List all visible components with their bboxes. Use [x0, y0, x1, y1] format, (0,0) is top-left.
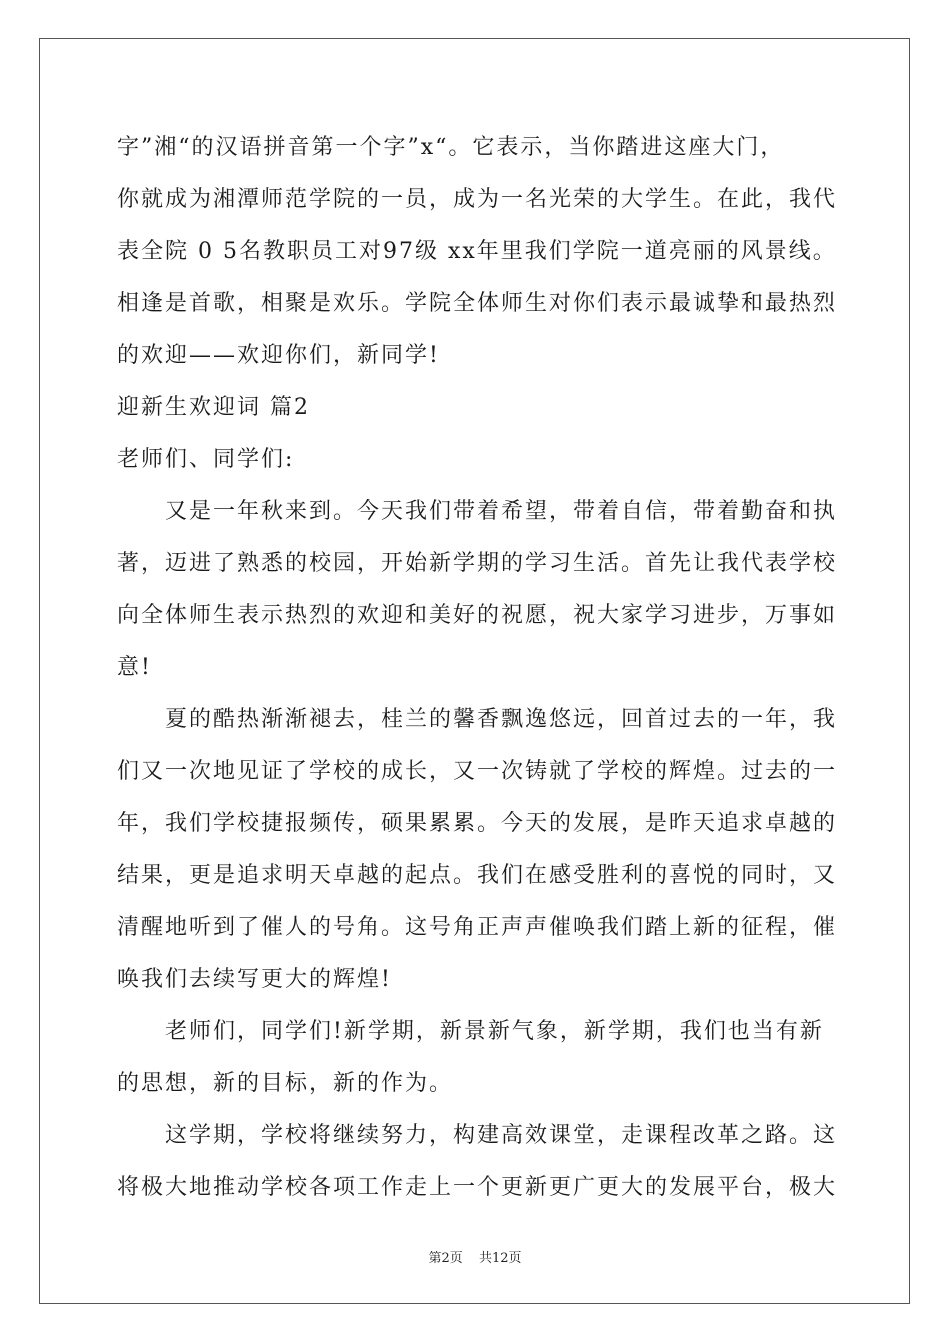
- text-line: 将极大地推动学校各项工作走上一个更新更广更大的发展平台，极大: [117, 1175, 838, 1200]
- text-line: 相逢是首歌，相聚是欢乐。学院全体师生对你们表示最诚挚和最热烈: [117, 291, 838, 316]
- text-line: 年，我们学校捷报频传，硕果累累。今天的发展，是昨天追求卓越的: [117, 811, 838, 836]
- text-line: 的欢迎——欢迎你们，新同学!: [117, 343, 440, 368]
- text-line: 字”湘“的汉语拼音第一个字”x“。它表示，当你踏进这座大门，: [117, 135, 785, 160]
- text-line: 老师们，同学们!新学期，新景新气象，新学期，我们也当有新: [117, 1019, 824, 1044]
- text-line: 表全院 0 5名教职员工对97级 xx年里我们学院一道亮丽的风景线。: [117, 239, 837, 264]
- text-line: 你就成为湘潭师范学院的一员，成为一名光荣的大学生。在此，我代: [117, 187, 838, 212]
- text-line: 夏的酷热渐渐褪去，桂兰的馨香飘逸悠远，回首过去的一年，我: [117, 707, 838, 732]
- text-line: 们又一次地见证了学校的成长，又一次铸就了学校的辉煌。过去的一: [117, 759, 838, 784]
- text-line: 的思想，新的目标，新的作为。: [117, 1071, 454, 1096]
- document-body: [117, 122, 857, 1214]
- page-number: 第2页: [428, 1251, 463, 1266]
- text-line: 又是一年秋来到。今天我们带着希望，带着自信，带着勤奋和执: [117, 499, 838, 524]
- text-line: 这学期，学校将继续努力，构建高效课堂，走课程改革之路。这: [117, 1123, 838, 1148]
- text-line: 向全体师生表示热烈的欢迎和美好的祝愿，祝大家学习进步，万事如: [117, 603, 838, 628]
- text-line: 意!: [117, 655, 152, 680]
- text-line: 结果，更是追求明天卓越的起点。我们在感受胜利的喜悦的同时，又: [117, 863, 838, 888]
- text-line: 著，迈进了熟悉的校园，开始新学期的学习生活。首先让我代表学校: [117, 551, 838, 576]
- page-total: 共12页: [478, 1251, 522, 1266]
- page-footer: [0, 1247, 950, 1266]
- salutation: 老师们、同学们:: [117, 447, 295, 472]
- text-line: 唤我们去续写更大的辉煌!: [117, 967, 392, 992]
- text-line: 清醒地听到了催人的号角。这号角正声声催唤我们踏上新的征程，催: [117, 915, 838, 940]
- section-heading: 迎新生欢迎词 篇2: [117, 395, 310, 420]
